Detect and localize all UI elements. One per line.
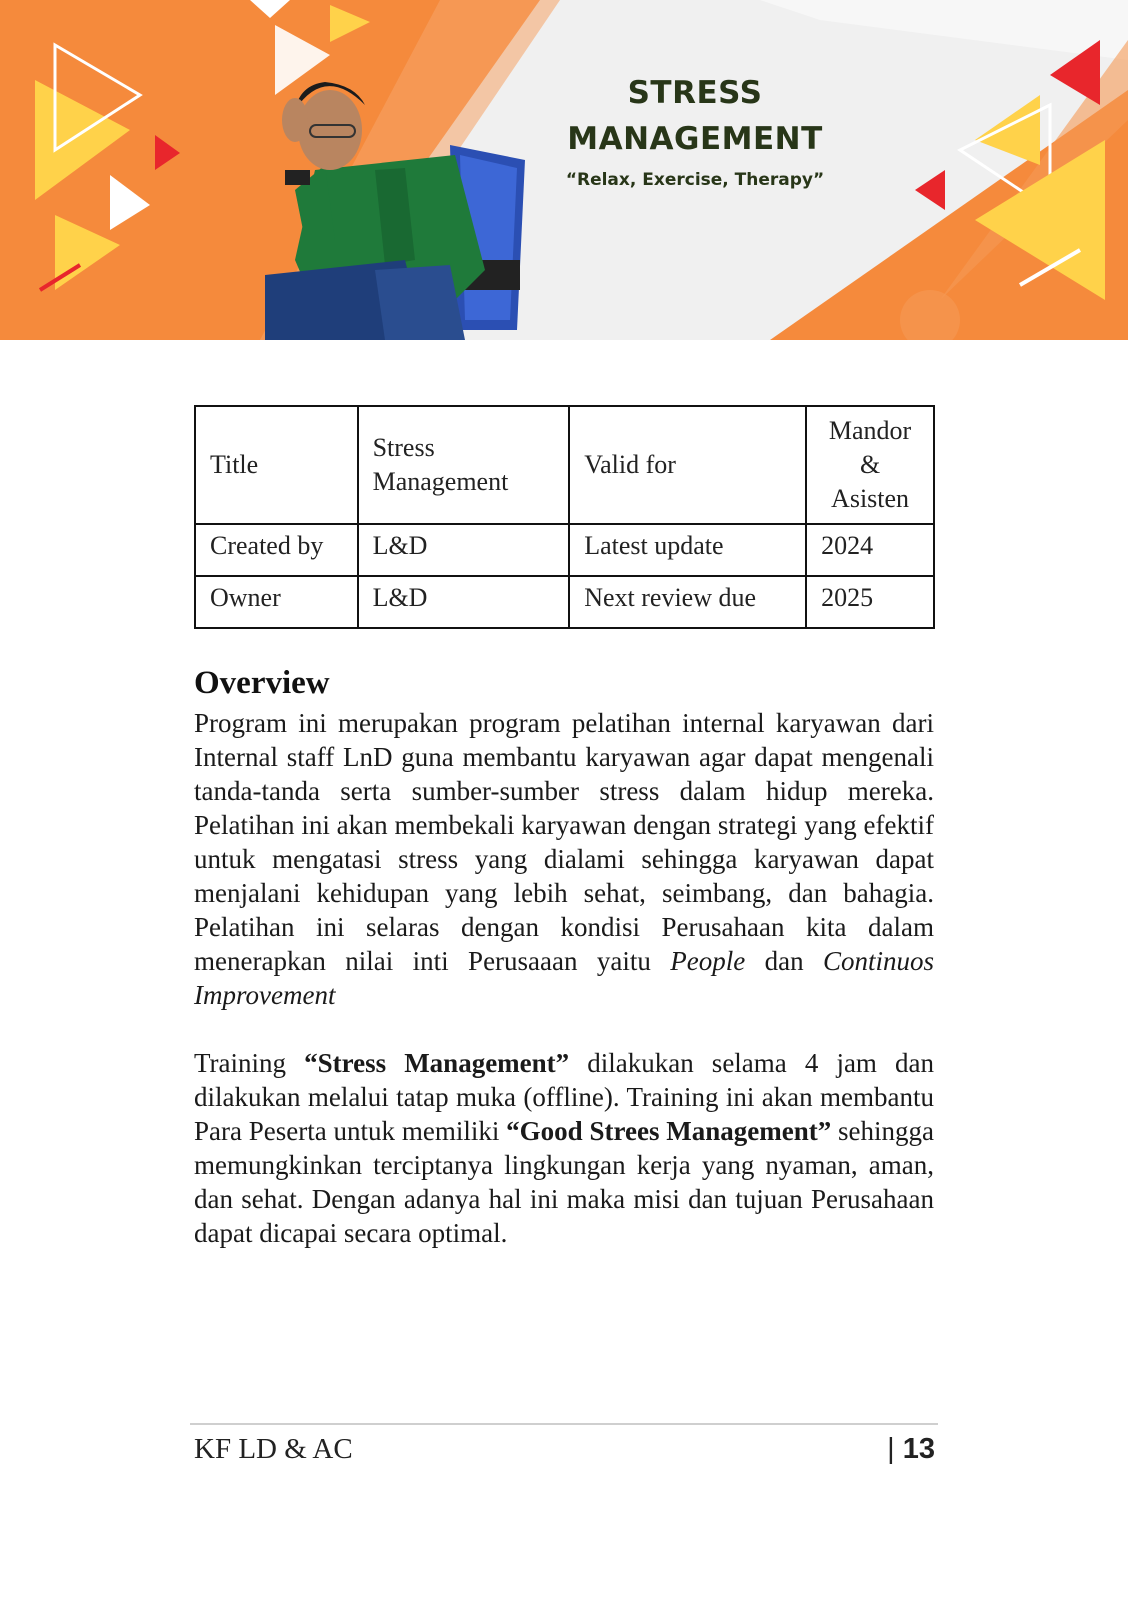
table-cell-label: Owner (195, 576, 358, 628)
paragraph-text: dilakukan selama 4 jam dan dilakukan melalui tatap muka (offline). Training ini akan membantu Para Peserta untuk memiliki (194, 1048, 934, 1146)
overview-heading: Overview (194, 665, 330, 701)
table-cell-label: Created by (195, 524, 358, 576)
table-row (195, 576, 934, 628)
table-cell-label: Title (195, 406, 358, 524)
table-row (195, 406, 934, 524)
page-number (887, 1433, 935, 1466)
paragraph-bold: “Good Strees Management” (506, 1116, 832, 1146)
person-photo (255, 60, 545, 340)
table-cell-value: Stress Management (358, 406, 570, 524)
banner-title (560, 70, 830, 162)
paragraph-text: Program ini merupakan program pelatihan internal karyawan dari Internal staff LnD guna membantu karyawan agar dapat mengenali tanda-tanda serta sumber-sumber stress dalam hidup mereka. Pelatihan ini akan membekali karyawan dengan strategi yang efektif untuk mengatasi stress yang dialami sehingga karyawan dapat menjalani kehidupan yang lebih sehat, seimbang, dan bahagia. Pelatihan ini selaras dengan kondisi Perusahaan kita dalam menerapkan nilai inti Perusaaan yaitu (194, 708, 934, 976)
table-cell-label: Valid for (569, 406, 806, 524)
table-cell-value: Mandor & Asisten (806, 406, 934, 524)
paragraph-emphasis: Continuos Improvement (194, 946, 935, 1010)
overview-paragraph-2 (194, 1046, 934, 1250)
table-cell-value: L&D (358, 524, 570, 576)
page-number-value: 13 (902, 1433, 935, 1465)
footer-divider (190, 1423, 938, 1425)
paragraph-text: Training (194, 1048, 305, 1078)
footer-separator: | (887, 1433, 895, 1465)
course-info-table (194, 405, 935, 629)
header-banner (0, 0, 1128, 340)
banner-tagline: “Relax, Exercise, Therapy” (565, 170, 825, 190)
banner-title-line1: STRESS (627, 75, 763, 111)
footer-label: KF LD & AC (194, 1433, 353, 1465)
table-cell-value: 2024 (806, 524, 934, 576)
table-cell-value: L&D (358, 576, 570, 628)
overview-paragraph-1 (194, 706, 934, 1012)
table-cell-label: Latest update (569, 524, 806, 576)
table-cell-label: Next review due (569, 576, 806, 628)
paragraph-bold: “Stress Management” (304, 1048, 570, 1078)
table-cell-value: 2025 (806, 576, 934, 628)
paragraph-text: sehingga memungkinkan terciptanya lingkungan kerja yang nyaman, aman, dan sehat. Dengan adanya hal ini maka misi dan tujuan Perusahaan dapat dicapai secara optimal. (194, 1116, 935, 1248)
table-row (195, 524, 934, 576)
paragraph-text: dan (745, 946, 823, 976)
banner-title-line2: MANAGEMENT (567, 121, 823, 157)
paragraph-emphasis: People (670, 946, 746, 976)
